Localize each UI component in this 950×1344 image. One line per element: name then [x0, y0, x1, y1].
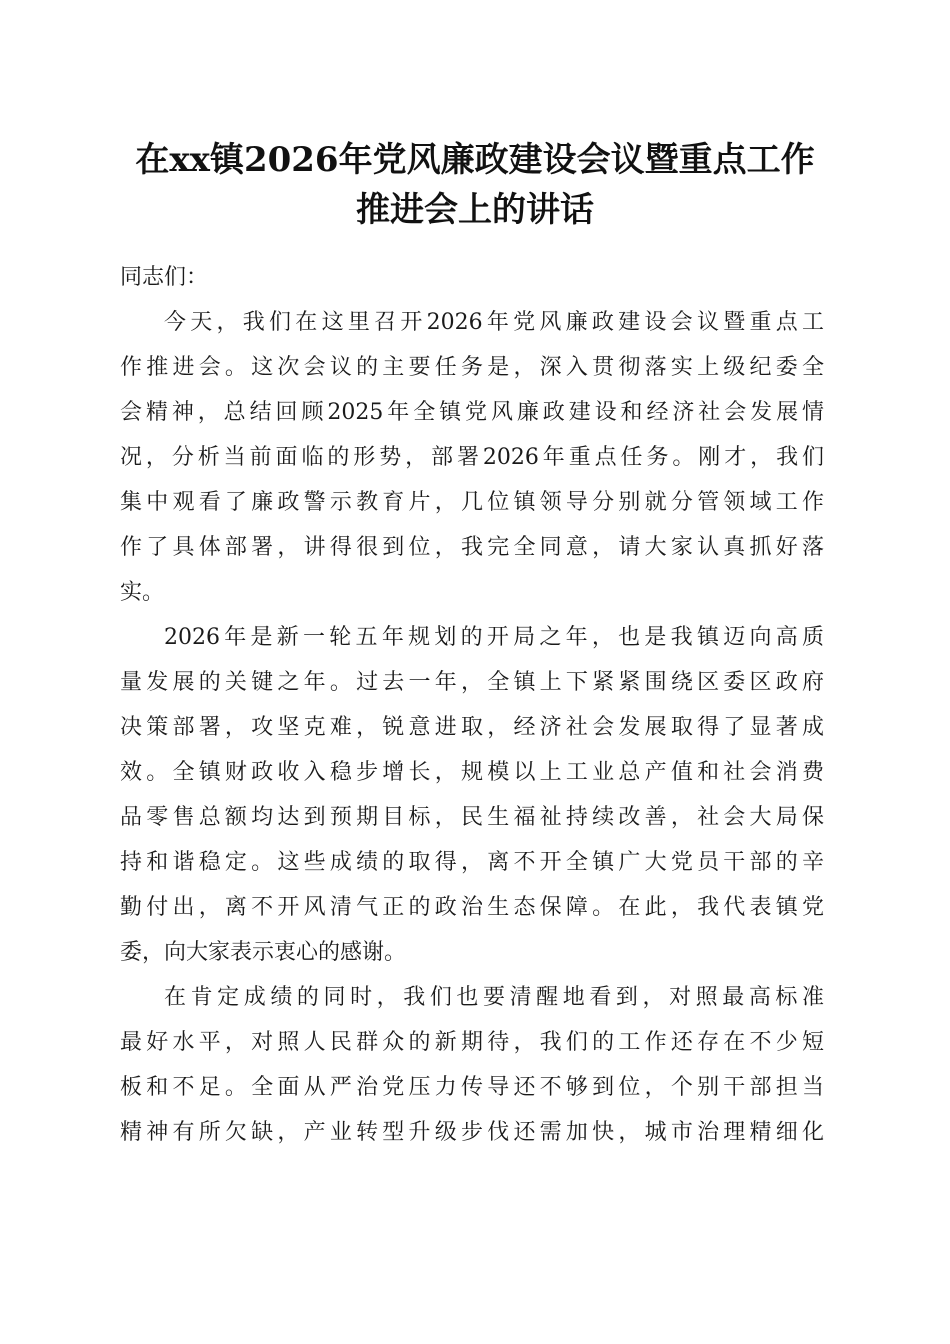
paragraph-2: [120, 615, 824, 975]
paragraph-line: 集中观看了廉政警示教育片，几位镇领导分别就分管领域工作: [120, 490, 824, 515]
paragraph-line: 作了具体部署，讲得很到位，我完全同意，请大家认真抓好落: [120, 535, 824, 560]
title-line-1: 在xx镇2026年党风廉政建设会议暨重点工作: [135, 140, 815, 180]
document-title: [100, 135, 850, 235]
paragraph-line: 作推进会。这次会议的主要任务是，深入贯彻落实上级纪委全: [120, 355, 824, 380]
paragraph-line: 今天，我们在这里召开2026年党风廉政建设会议暨重点工: [164, 310, 824, 335]
paragraph-line: 2026年是新一轮五年规划的开局之年，也是我镇迈向高质: [164, 625, 824, 650]
document-body: [120, 255, 824, 1155]
paragraph-line: 会精神，总结回顾2025年全镇党风廉政建设和经济社会发展情: [120, 400, 824, 425]
paragraph-line: 效。全镇财政收入稳步增长，规模以上工业总产值和社会消费: [120, 760, 824, 785]
paragraph-1: [120, 300, 824, 615]
paragraph-line: 品零售总额均达到预期目标，民生福祉持续改善，社会大局保: [120, 805, 824, 830]
title-line-2: 推进会上的讲话: [356, 190, 594, 230]
salutation: 同志们：: [120, 265, 209, 290]
paragraph-line: 最好水平，对照人民群众的新期待，我们的工作还存在不少短: [120, 1030, 824, 1055]
paragraph-line: 况，分析当前面临的形势，部署2026年重点任务。刚才，我们: [120, 445, 824, 470]
paragraph-line: 持和谐稳定。这些成绩的取得，离不开全镇广大党员干部的辛: [120, 850, 824, 875]
paragraph-line: 委，向大家表示衷心的感谢。: [120, 940, 407, 965]
paragraph-line: 精神有所欠缺，产业转型升级步伐还需加快，城市治理精细化: [120, 1120, 824, 1145]
paragraph-line: 勤付出，离不开风清气正的政治生态保障。在此，我代表镇党: [120, 895, 824, 920]
paragraph-line: 实。: [120, 580, 165, 605]
paragraph-line: 量发展的关键之年。过去一年，全镇上下紧紧围绕区委区政府: [120, 670, 824, 695]
paragraph-line: 板和不足。全面从严治党压力传导还不够到位，个别干部担当: [120, 1075, 824, 1100]
paragraph-line: 在肯定成绩的同时，我们也要清醒地看到，对照最高标准: [164, 985, 824, 1010]
paragraph-line: 决策部署，攻坚克难，锐意进取，经济社会发展取得了显著成: [120, 715, 824, 740]
paragraph-3: [120, 975, 824, 1155]
